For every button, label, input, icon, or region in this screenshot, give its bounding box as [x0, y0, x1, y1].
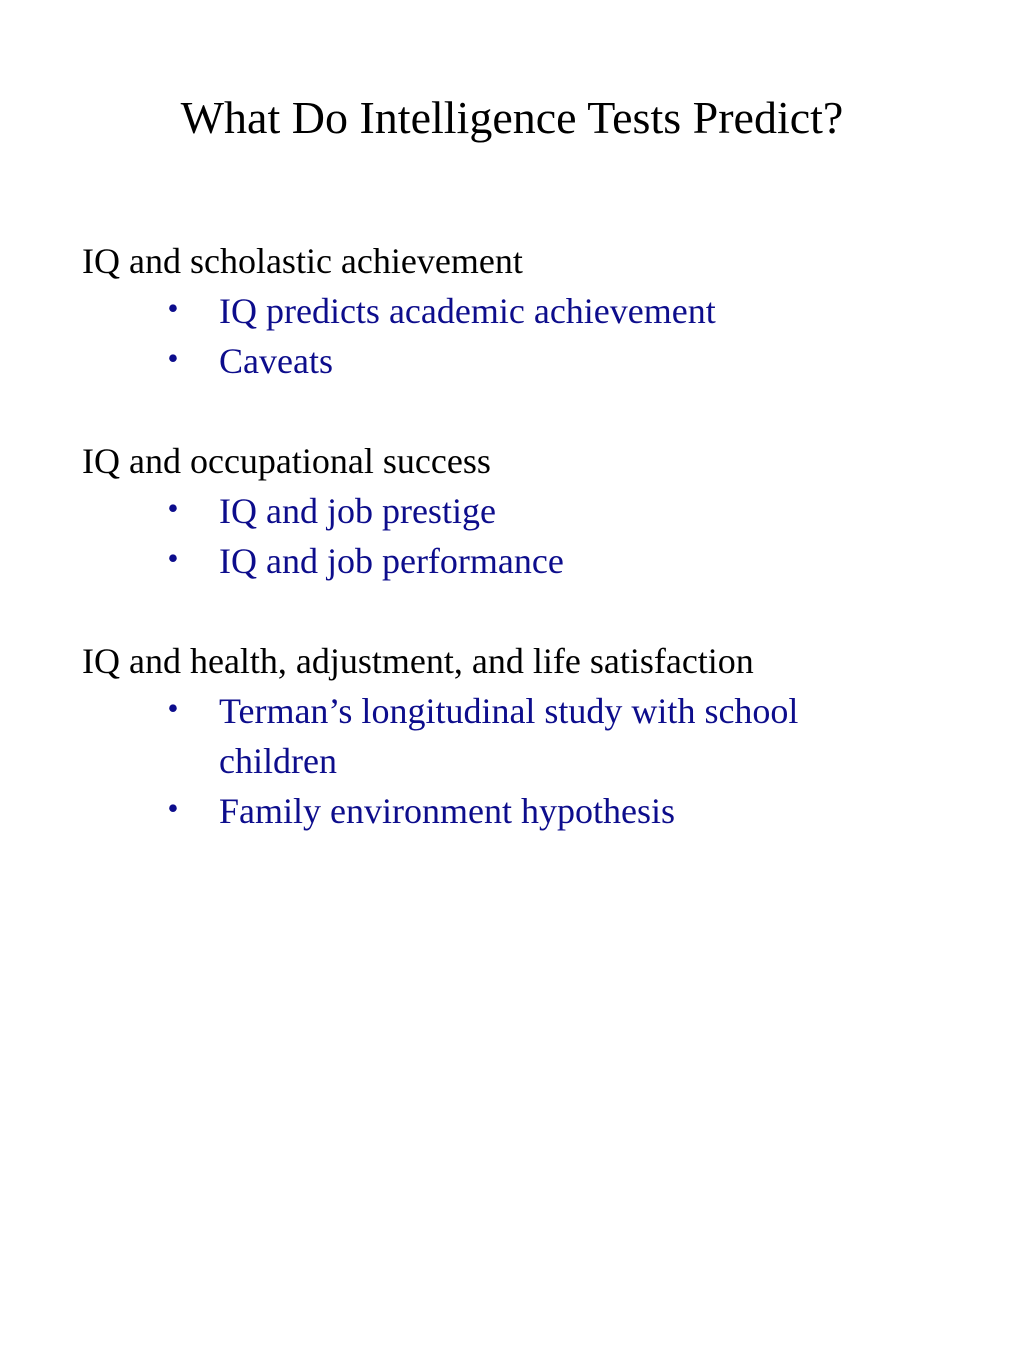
bullet-dot-icon: •: [167, 340, 179, 376]
bullet-item: [82, 286, 909, 336]
bullet-text: IQ predicts academic achievement: [219, 291, 716, 331]
bullet-text: IQ and job prestige: [219, 491, 496, 531]
bullet-item: [82, 486, 909, 536]
bullet-dot-icon: •: [167, 690, 179, 726]
section-scholastic: [82, 236, 942, 386]
bullet-dot-icon: •: [167, 490, 179, 526]
section-heading: IQ and health, adjustment, and life satisfaction: [82, 641, 754, 681]
bullet-text: IQ and job performance: [219, 541, 564, 581]
section-heading: IQ and scholastic achievement: [82, 241, 523, 281]
bullet-list: [82, 486, 942, 586]
section-heading: IQ and occupational success: [82, 441, 491, 481]
bullet-dot-icon: •: [167, 790, 179, 826]
section-health: [82, 636, 942, 836]
bullet-dot-icon: •: [167, 540, 179, 576]
bullet-text: Terman’s longitudinal study with school children: [219, 691, 799, 781]
bullet-list: [82, 286, 942, 386]
section-occupational: [82, 436, 942, 586]
bullet-item: [82, 786, 909, 836]
bullet-item: [82, 536, 909, 586]
bullet-dot-icon: •: [167, 290, 179, 326]
bullet-text: Caveats: [219, 341, 333, 381]
bullet-item: [82, 686, 909, 786]
bullet-text: Family environment hypothesis: [219, 791, 675, 831]
slide-title: What Do Intelligence Tests Predict?: [180, 92, 844, 143]
bullet-item: [82, 336, 909, 386]
bullet-list: [82, 686, 942, 836]
